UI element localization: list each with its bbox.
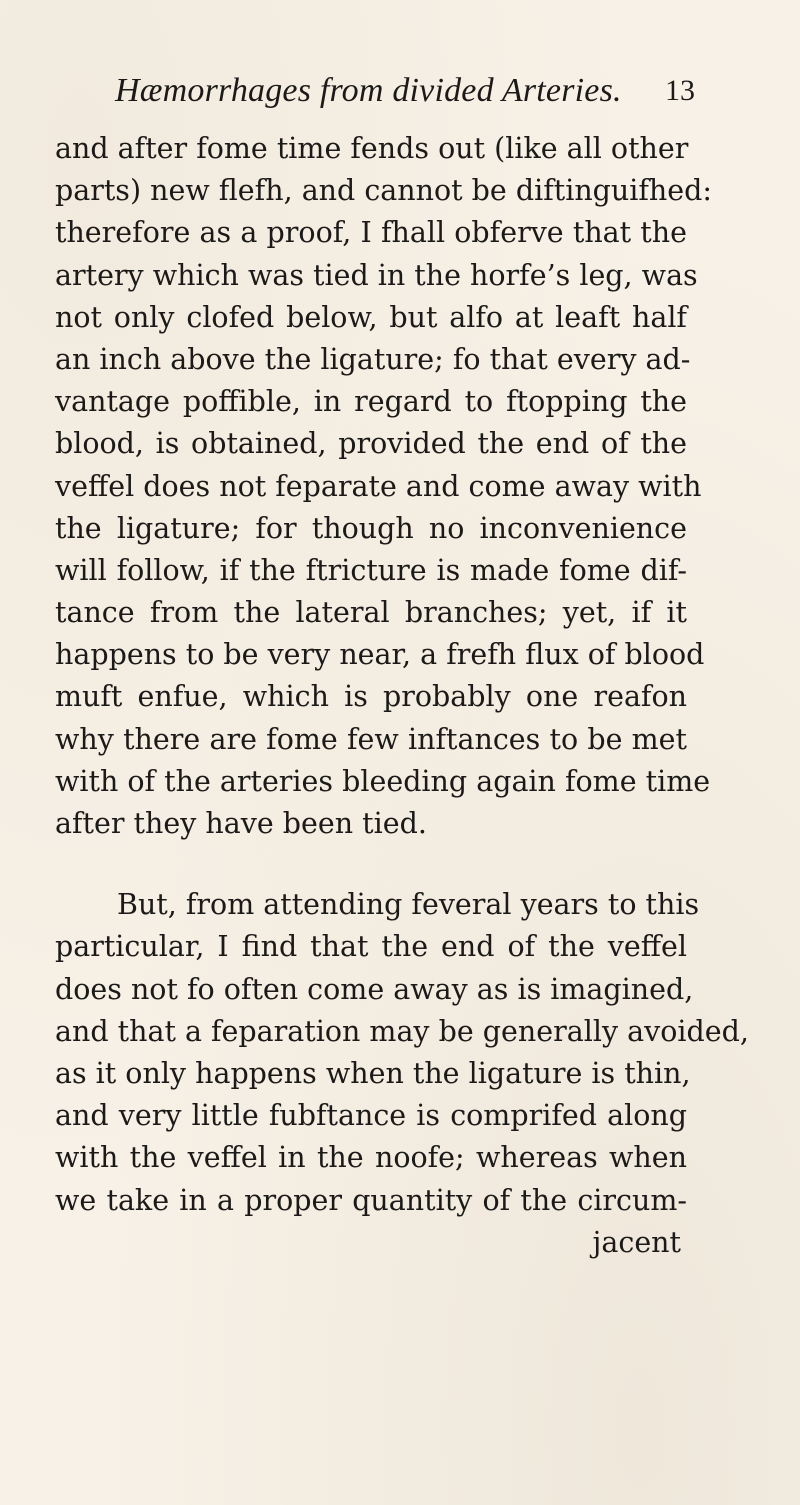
paragraph-1	[55, 128, 713, 845]
text-line: not only clofed below, but alfo at leaft half	[55, 300, 687, 334]
text-line: happens to be very near, a frefh flux of blood	[55, 638, 705, 672]
text-line: will follow, if the ftricture is made fome dif-	[55, 553, 687, 587]
text-line: with the veffel in the noofe; whereas when	[55, 1141, 687, 1175]
paragraph-gap	[55, 845, 687, 884]
text-line: particular, I find that the end of the veffel	[55, 930, 687, 964]
catchword: jacent	[592, 1225, 681, 1259]
paragraph-2	[55, 884, 749, 1222]
text-line: But, from attending feveral years to this	[117, 888, 700, 922]
text-line: we take in a proper quantity of the circum-	[55, 1183, 687, 1217]
text-line: vantage poffible, in regard to ftopping the	[55, 385, 687, 419]
text-line: why there are fome few inftances to be met	[55, 722, 687, 756]
text-line: parts) new flefh, and cannot be diftinguifhed:	[55, 174, 713, 208]
text-line: blood, is obtained, provided the end of the	[55, 427, 687, 461]
text-line: and very little fubftance is comprifed along	[55, 1099, 687, 1133]
text-line: with of the arteries bleeding again fome time	[55, 764, 711, 798]
body-text	[55, 128, 749, 1264]
running-title: Hæmorrhages from divided Arteries.	[115, 72, 622, 109]
text-line: as it only happens when the ligature is thin,	[55, 1056, 691, 1090]
text-line: tance from the lateral branches; yet, if it	[55, 596, 687, 630]
text-line: after they have been tied.	[55, 807, 427, 840]
text-line: the ligature; for though no inconvenience	[55, 511, 687, 545]
text-line: and that a feparation may be generally avoided,	[55, 1014, 749, 1048]
text-line: muft enfue, which is probably one reafon	[55, 680, 687, 714]
text-line: artery which was tied in the horfe’s leg, was	[55, 258, 698, 292]
text-line: therefore as a proof, I fhall obferve that the	[55, 216, 687, 250]
page-header	[115, 72, 695, 116]
text-line: an inch above the ligature; fo that every ad-	[55, 342, 691, 376]
text-line: does not fo often come away as is imagined,	[55, 972, 694, 1006]
text-line: and after fome time fends out (like all other	[55, 132, 689, 165]
text-line: veffel does not feparate and come away with	[55, 469, 702, 503]
page-number: 13	[665, 74, 695, 107]
